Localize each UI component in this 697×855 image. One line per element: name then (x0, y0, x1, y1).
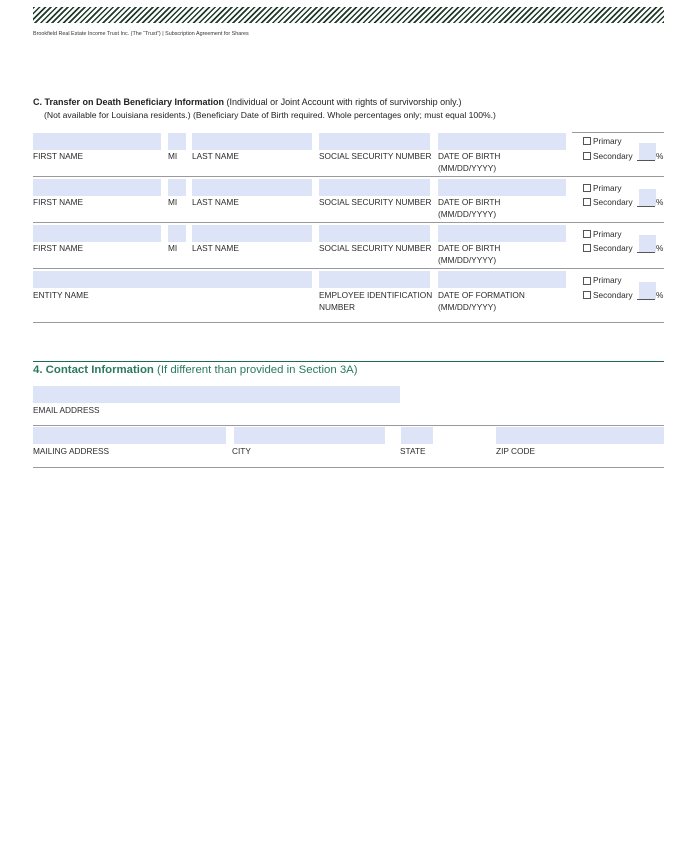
row-divider (33, 268, 664, 269)
section-4-heading (33, 364, 358, 376)
row-divider (33, 176, 664, 177)
section-4-rule (33, 361, 664, 362)
section-4-title-note: (If different than provided in Section 3A) (153, 364, 358, 376)
ein-label-line2: NUMBER (319, 302, 355, 312)
mi-label: MI (168, 197, 178, 207)
primary-label: Primary (593, 136, 622, 146)
ssn-field[interactable] (319, 179, 430, 196)
section-c-note: (Not available for Louisiana residents.) (Beneficiary Date of Birth required. Whole percentages only; must equal 100%.) (44, 110, 496, 120)
email-address-field[interactable] (33, 386, 400, 403)
section-4-title: 4. Contact Information (33, 364, 154, 376)
last-name-label: LAST NAME (192, 151, 239, 161)
city-field[interactable] (234, 427, 385, 444)
mailing-address-label: MAILING ADDRESS (33, 446, 110, 456)
last-name-label: LAST NAME (192, 197, 239, 207)
percentage-field[interactable] (639, 189, 656, 206)
row-divider (33, 425, 664, 426)
first-name-label: FIRST NAME (33, 243, 84, 253)
primary-label: Primary (593, 183, 622, 193)
mailing-address-field[interactable] (33, 427, 226, 444)
header-hatch-band (33, 7, 664, 23)
state-field[interactable] (401, 427, 433, 444)
secondary-label: Secondary (593, 151, 633, 161)
dob-label: DATE OF BIRTH (438, 151, 501, 161)
section-c-title: C. Transfer on Death Beneficiary Information (33, 97, 225, 107)
last-name-field[interactable] (192, 179, 312, 196)
first-name-label: FIRST NAME (33, 151, 84, 161)
dob-label: DATE OF BIRTH (438, 243, 501, 253)
mi-field[interactable] (168, 225, 186, 242)
primary-checkbox[interactable] (583, 137, 591, 145)
first-name-label: FIRST NAME (33, 197, 84, 207)
last-name-field[interactable] (192, 225, 312, 242)
last-name-label: LAST NAME (192, 243, 239, 253)
primary-label: Primary (593, 229, 622, 239)
percent-sign: % (656, 290, 664, 300)
ein-field[interactable] (319, 271, 430, 288)
ssn-label: SOCIAL SECURITY NUMBER (319, 243, 432, 253)
percentage-underline (637, 252, 655, 253)
dob-field[interactable] (438, 179, 566, 196)
city-label: CITY (232, 446, 251, 456)
dob-field[interactable] (438, 133, 566, 150)
percentage-underline (637, 206, 655, 207)
primary-checkbox[interactable] (583, 184, 591, 192)
row-divider (33, 222, 664, 223)
mi-field[interactable] (168, 179, 186, 196)
date-of-formation-label: DATE OF FORMATION (438, 290, 525, 300)
primary-checkbox[interactable] (583, 230, 591, 238)
zip-code-field[interactable] (496, 427, 664, 444)
dob-format-label: (MM/DD/YYYY) (438, 209, 497, 219)
row-divider (33, 322, 664, 323)
document-header: Brookfield Real Estate Income Trust Inc. (The “Trust”) | Subscription Agreement for Shares (33, 31, 249, 37)
first-name-field[interactable] (33, 179, 161, 196)
primary-label: Primary (593, 275, 622, 285)
percentage-field[interactable] (639, 143, 656, 160)
mi-label: MI (168, 243, 178, 253)
secondary-checkbox[interactable] (583, 291, 591, 299)
section-c-heading (33, 97, 461, 107)
state-label: STATE (400, 446, 426, 456)
percentage-field[interactable] (639, 282, 656, 299)
mi-label: MI (168, 151, 178, 161)
dob-format-label: (MM/DD/YYYY) (438, 255, 497, 265)
entity-name-field[interactable] (33, 271, 312, 288)
ein-label: EMPLOYEE IDENTIFICATION (319, 290, 433, 300)
zip-code-label: ZIP CODE (496, 446, 536, 456)
entity-name-label: ENTITY NAME (33, 290, 89, 300)
row-divider (572, 132, 664, 133)
secondary-checkbox[interactable] (583, 244, 591, 252)
section-c-title-note: (Individual or Joint Account with rights of survivorship only.) (224, 97, 462, 107)
email-address-label: EMAIL ADDRESS (33, 405, 100, 415)
secondary-checkbox[interactable] (583, 198, 591, 206)
dob-label: DATE OF BIRTH (438, 197, 501, 207)
ssn-label: SOCIAL SECURITY NUMBER (319, 151, 432, 161)
ssn-field[interactable] (319, 133, 430, 150)
percent-sign: % (656, 197, 664, 207)
secondary-label: Secondary (593, 197, 633, 207)
first-name-field[interactable] (33, 133, 161, 150)
dob-format-label: (MM/DD/YYYY) (438, 163, 497, 173)
percent-sign: % (656, 243, 664, 253)
first-name-field[interactable] (33, 225, 161, 242)
ssn-field[interactable] (319, 225, 430, 242)
percent-sign: % (656, 151, 664, 161)
percentage-underline (637, 160, 655, 161)
percentage-underline (637, 299, 655, 300)
secondary-label: Secondary (593, 243, 633, 253)
last-name-field[interactable] (192, 133, 312, 150)
percentage-field[interactable] (639, 235, 656, 252)
dof-format-label: (MM/DD/YYYY) (438, 302, 497, 312)
secondary-label: Secondary (593, 290, 633, 300)
secondary-checkbox[interactable] (583, 152, 591, 160)
date-of-formation-field[interactable] (438, 271, 566, 288)
ssn-label: SOCIAL SECURITY NUMBER (319, 197, 432, 207)
dob-field[interactable] (438, 225, 566, 242)
row-divider (33, 467, 664, 468)
mi-field[interactable] (168, 133, 186, 150)
primary-checkbox[interactable] (583, 277, 591, 285)
